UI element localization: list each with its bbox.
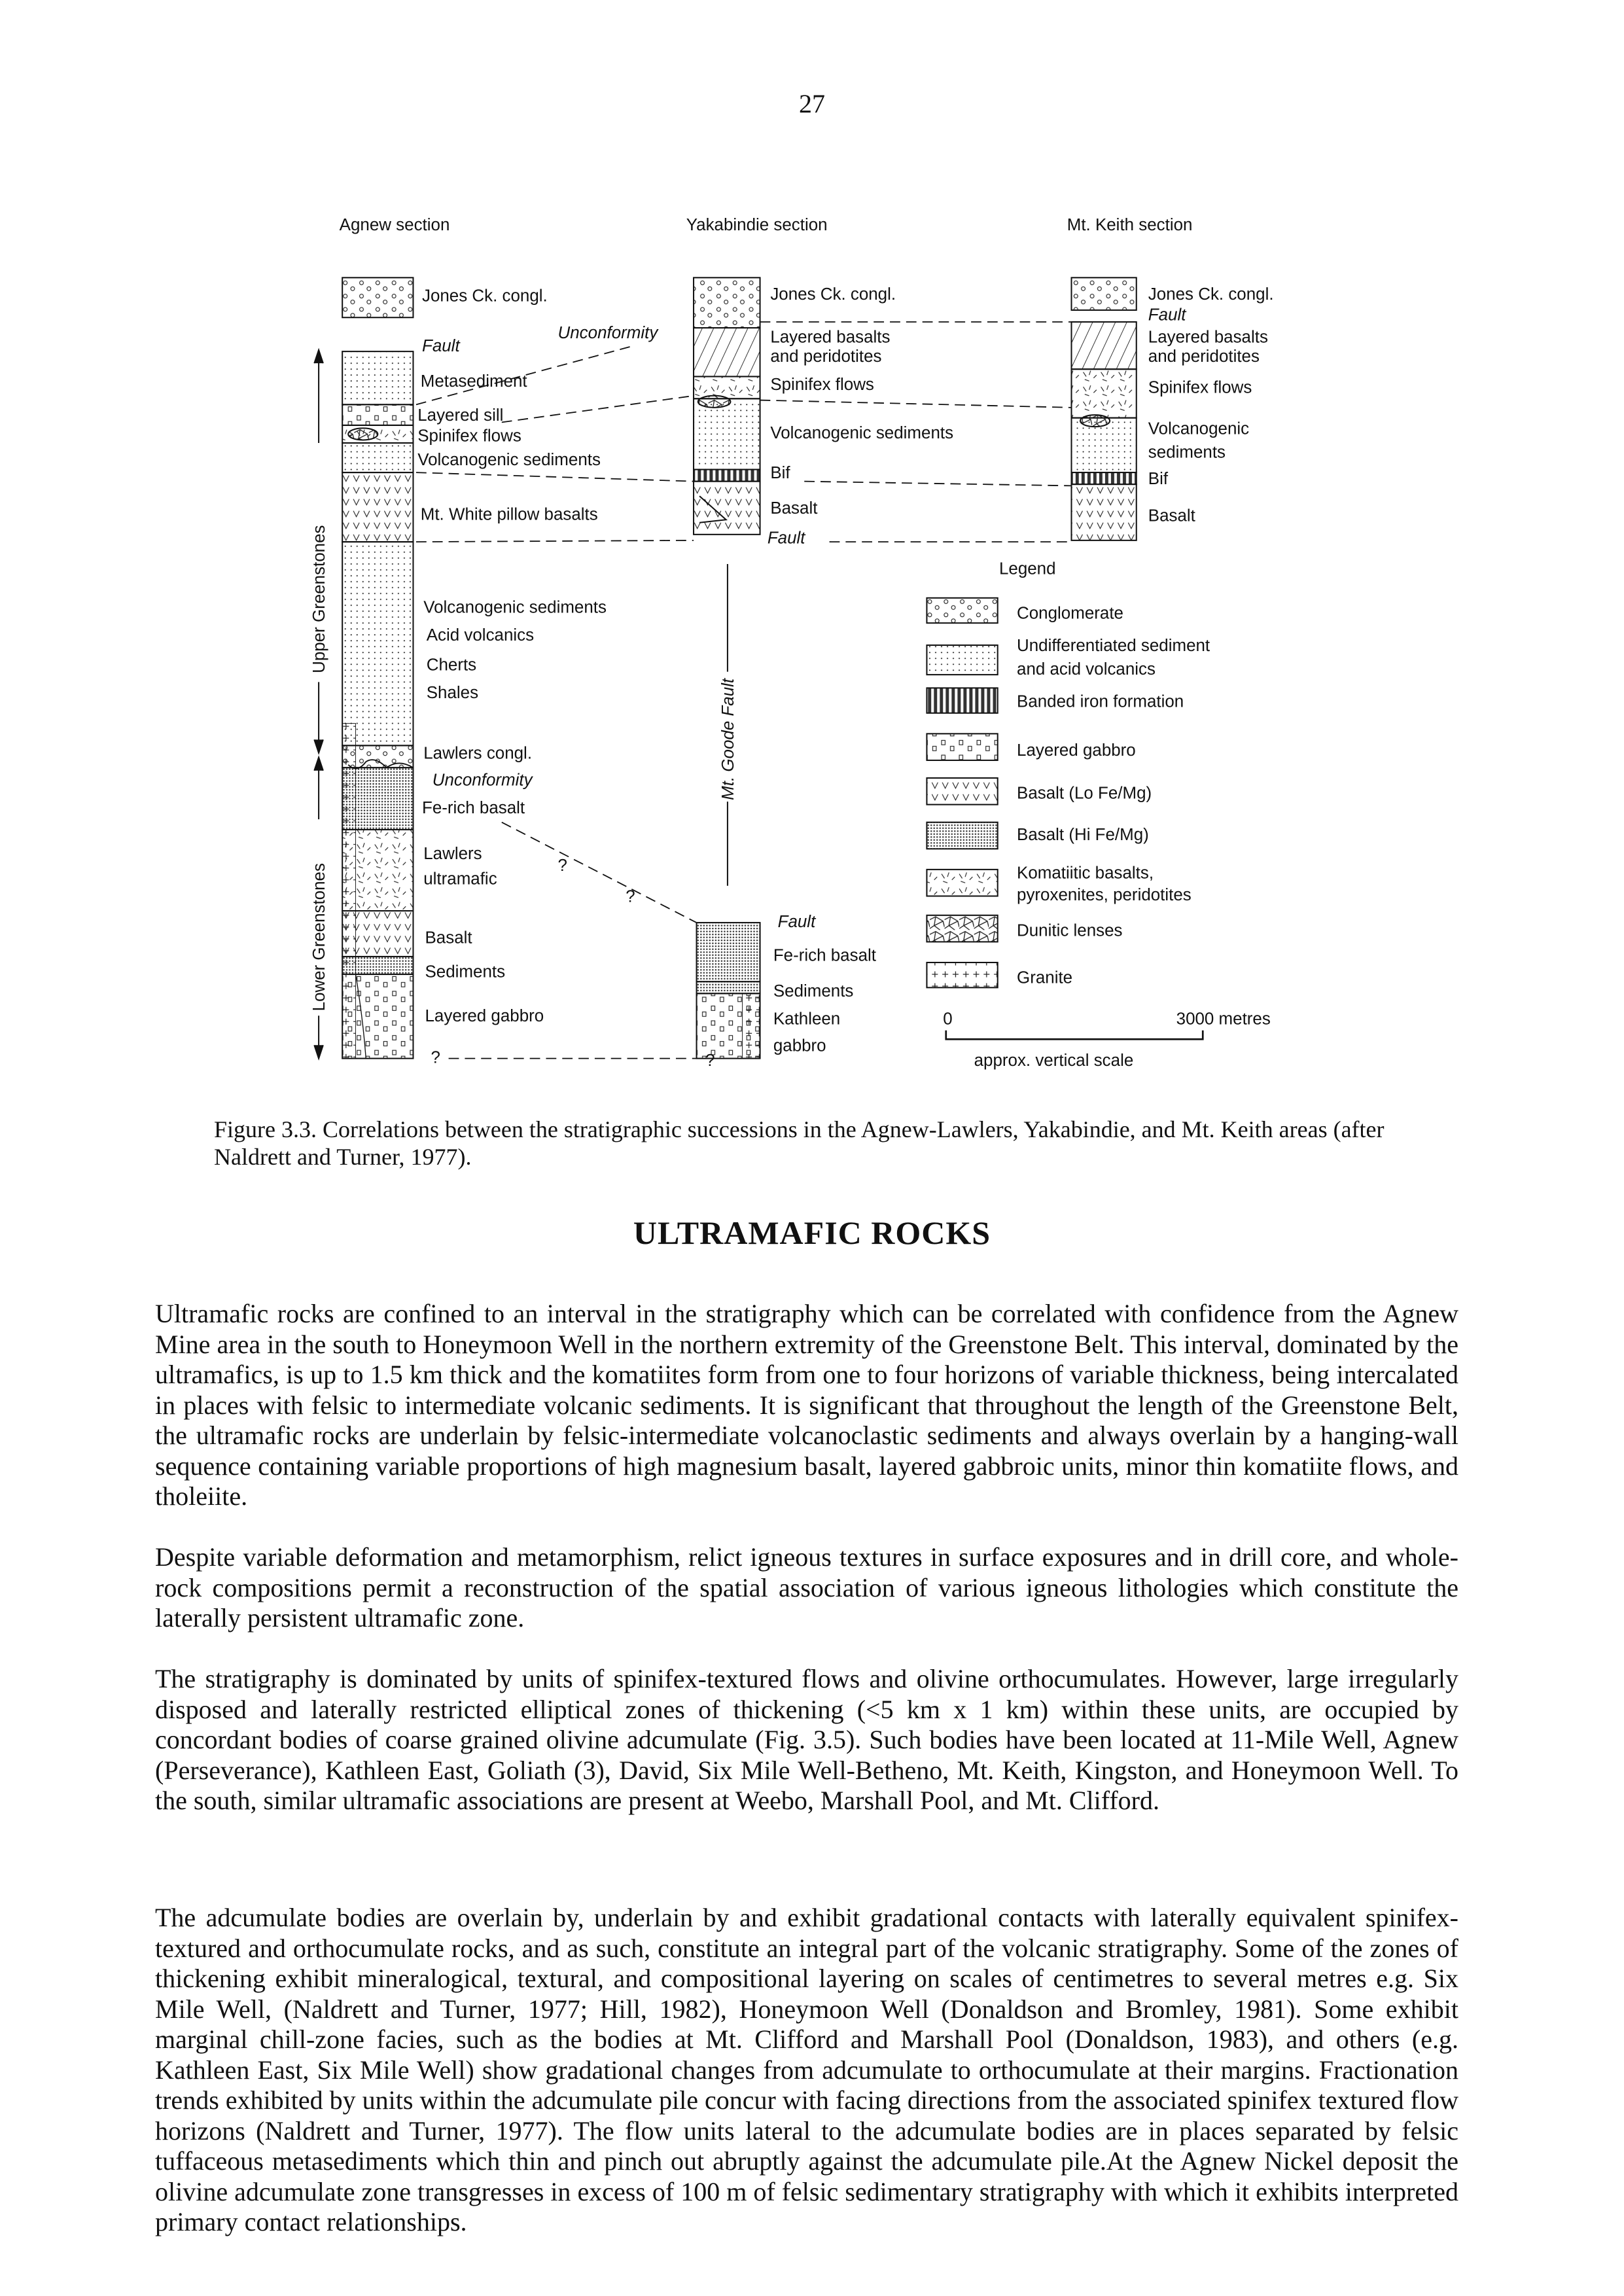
- mtkeith-section-header: Mt. Keith section: [1067, 216, 1193, 235]
- question-mark: ?: [626, 887, 635, 906]
- mt-goode-fault-label: Mt. Goode Fault: [718, 678, 737, 800]
- yak-fault-label: Fault: [767, 529, 805, 548]
- agnew-metasediment-label: Metasediment: [420, 372, 527, 391]
- upper-greenstones-label: [310, 350, 328, 753]
- paragraph: Despite variable deformation and metamorphism, relict igneous textures in surface exposures and in drill core, and whole-rock compositions permit a reconstruction of the spatial association of various igneous lithologies which constitute the laterally persistent ultramafic zone.: [155, 1542, 1458, 1633]
- page-number: 27: [799, 89, 825, 118]
- agnew-basalt-label: Basalt: [425, 928, 472, 947]
- legend-title: Legend: [998, 559, 1056, 578]
- question-mark: ?: [557, 857, 567, 875]
- question-mark: ?: [705, 1051, 715, 1070]
- legend-swatch-sediment: [927, 645, 997, 675]
- yak-spinifex-label: Spinifex flows: [770, 375, 874, 394]
- yak-layered1-label: Layered basalts: [770, 328, 891, 347]
- scale-zero: 0: [943, 1010, 953, 1029]
- legend: [927, 598, 997, 988]
- legend-label: pyroxenites, peridotites: [1017, 886, 1192, 905]
- legend-label: Layered gabbro: [1017, 741, 1136, 760]
- legend-swatch-conglomerate: [927, 598, 997, 623]
- legend-swatch-granite: [927, 963, 997, 987]
- mtk-spinifex-label: Spinifex flows: [1148, 378, 1252, 397]
- svg-text:Lower Greenstones: Lower Greenstones: [310, 863, 329, 1012]
- agnew-ultramafic-label: ultramafic: [423, 870, 497, 889]
- legend-label: and acid volcanics: [1017, 660, 1156, 679]
- agnew-cherts-label: Cherts: [426, 656, 477, 675]
- mtk-volcanogenic2-label: sediments: [1148, 443, 1226, 462]
- yak-fe-rich-label: Fe-rich basalt: [773, 946, 876, 965]
- mtk-volcanogenic1-label: Volcanogenic: [1148, 419, 1250, 438]
- agnew-jones-label: Jones Ck. congl.: [421, 287, 548, 306]
- legend-label: Basalt (Lo Fe/Mg): [1017, 784, 1152, 803]
- yak-volcanogenic-label: Volcanogenic sediments: [770, 424, 954, 443]
- legend-label: Dunitic lenses: [1017, 921, 1123, 940]
- legend-swatch-basalt-lo: [927, 778, 997, 805]
- yakabindie-section-header: Yakabindie section: [686, 216, 828, 235]
- legend-swatch-gabbro: [927, 733, 997, 760]
- agnew-sediments-label: Sediments: [425, 963, 506, 981]
- mtk-layered1-label: Layered basalts: [1148, 328, 1268, 347]
- agnew-fault-label: Fault: [421, 337, 460, 356]
- legend-label: Undifferentiated sediment: [1017, 637, 1210, 656]
- yak-kathleen-label: Kathleen: [773, 1010, 841, 1029]
- scale-max: 3000 metres: [1176, 1010, 1271, 1029]
- paragraph: The stratigraphy is dominated by units of spinifex-textured flows and olivine orthocumulates. However, large irregularly disposed and laterally restricted elliptical zones of thickening (<5 km x 1 km) within these units, are occupied by concordant bodies of coarse grained olivine adcumulate (Fig. 3.5). Such bodies have been located at 11-Mile Well, Agnew (Perseverance), Kathleen East, Goliath (3), David, Six Mile Well-Betheno, Mt. Keith, Kingston, and Honeymoon Well. To the south, similar ultramafic associations are present at Weebo, Marshall Pool, and Mt. Clifford.: [155, 1664, 1458, 1815]
- scale-caption: approx. vertical scale: [974, 1051, 1134, 1070]
- mtk-bif-label: Bif: [1148, 470, 1169, 489]
- legend-label: Granite: [1017, 968, 1073, 987]
- agnew-layered-gabbro-label: Layered gabbro: [425, 1007, 544, 1026]
- agnew-layered-sill-label: Layered sill: [417, 406, 504, 425]
- figure-caption: Figure 3.3. Correlations between the stratigraphic successions in the Agnew-Lawlers, Yakabindie, and Mt. Keith areas (after Naldrett and Turner, 1977).: [214, 1116, 1385, 1170]
- mtkeith-column: [1072, 277, 1137, 540]
- agnew-volcanogenic2-label: Volcanogenic sediments: [423, 598, 607, 617]
- legend-swatch-bif: [927, 688, 997, 713]
- agnew-spinifex-label: Spinifex flows: [417, 427, 521, 446]
- legend-label: Conglomerate: [1017, 604, 1123, 623]
- legend-label: Komatiitic basalts,: [1017, 864, 1154, 883]
- svg-text:Upper Greenstones: Upper Greenstones: [310, 525, 329, 673]
- lower-greenstones-label: [310, 757, 328, 1058]
- scale-bar: [946, 1031, 1203, 1040]
- legend-swatch-dunitic: [927, 915, 997, 942]
- yak-basalt-label: Basalt: [770, 499, 818, 518]
- agnew-acid-volcanics-label: Acid volcanics: [426, 626, 535, 645]
- agnew-volcanogenic-label: Volcanogenic sediments: [417, 450, 601, 469]
- legend-swatch-komatiitic: [927, 870, 997, 896]
- section-heading: ULTRAMAFIC ROCKS: [633, 1214, 991, 1251]
- agnew-unconformity-label: Unconformity: [557, 323, 658, 342]
- yak-fault2-label: Fault: [777, 912, 816, 931]
- agnew-lawlers-label: Lawlers: [423, 845, 482, 864]
- agnew-fe-rich-basalt-label: Fe-rich basalt: [421, 799, 525, 818]
- agnew-pillow-basalts-label: Mt. White pillow basalts: [420, 505, 598, 524]
- agnew-column: [342, 277, 413, 1058]
- agnew-lawlers-congl-label: Lawlers congl.: [423, 744, 533, 763]
- mtk-layered2-label: and peridotites: [1148, 347, 1260, 366]
- mtk-basalt-label: Basalt: [1148, 506, 1195, 525]
- yak-sediments-label: Sediments: [773, 981, 854, 1000]
- yak-bif-label: Bif: [770, 464, 790, 483]
- yak-gabbro-label: gabbro: [773, 1036, 826, 1055]
- agnew-question-mark: ?: [431, 1048, 440, 1067]
- stratigraphy-correlation-figure: [295, 207, 1328, 1078]
- agnew-section-header: Agnew section: [339, 216, 450, 235]
- legend-swatch-basalt-hi: [927, 822, 997, 849]
- mtk-fault-label: Fault: [1148, 306, 1186, 325]
- yak-jones-label: Jones Ck. congl.: [770, 285, 896, 304]
- agnew-unconformity2-label: Unconformity: [432, 771, 533, 790]
- legend-label: Basalt (Hi Fe/Mg): [1017, 825, 1149, 844]
- agnew-shales-label: Shales: [426, 684, 479, 703]
- paragraph: Ultramafic rocks are confined to an interval in the stratigraphy which can be correlated with confidence from the Agnew Mine area in the south to Honeymoon Well in the northern extremity of the Greenstone Belt. This interval, dominated by the ultramafics, is up to 1.5 km thick and the komatiites form from one to four horizons of variable thickness, being intercalated in places with felsic to intermediate volcanic sediments. It is significant that throughout the length of the Greenstone Belt, the ultramafic rocks are underlain by felsic-intermediate volcanoclastic sediments and always overlain by a hanging-wall sequence containing variable proportions of high magnesium basalt, layered gabbroic units, minor thin komatiite flows, and tholeiite.: [155, 1299, 1458, 1511]
- yak-layered2-label: and peridotites: [770, 347, 882, 366]
- yakabindie-column: [694, 277, 760, 1058]
- paragraph: The adcumulate bodies are overlain by, underlain by and exhibit gradational contacts with laterally equivalent spinifex-textured and orthocumulate rocks, and as such, constitute an integral part of the volcanic stratigraphy. Some of the zones of thickening exhibit mineralogical, textural, and compositional layering on scales of centimetres to several metres e.g. Six Mile Well, (Naldrett and Turner, 1977; Hill, 1982), Honeymoon Well (Donaldson and Bromley, 1981). Some exhibit marginal chill-zone facies, such as the bodies at Mt. Clifford and Marshall Pool (Donaldson, 1983), and others (e.g. Kathleen East, Six Mile Well) show gradational changes from adcumulate to orthocumulate at their margins. Fractionation trends exhibited by units within the adcumulate pile concur with facing directions from the associated spinifex textured flow horizons (Naldrett and Turner, 1977). The flow units lateral to the adcumulate bodies are in places separated by felsic tuffaceous metasediments which thin and pinch out abruptly against the adcumulate pile.At the Agnew Nickel deposit the olivine adcumulate zone transgresses in excess of 100 m of felsic sedimentary stratigraphy with which it exhibits interpreted primary contact relationships.: [155, 1903, 1458, 2236]
- legend-label: Banded iron formation: [1017, 692, 1184, 711]
- mtk-jones-label: Jones Ck. congl.: [1148, 285, 1274, 304]
